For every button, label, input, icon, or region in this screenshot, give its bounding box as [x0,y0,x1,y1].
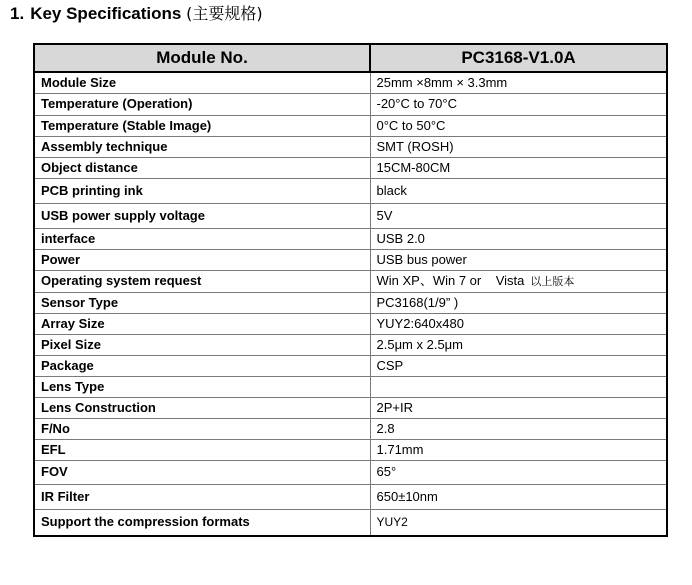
section-heading [10,4,263,24]
row-value: 0°C to 50°C [370,115,667,136]
table-row [34,270,667,292]
row-label: Pixel Size [34,334,370,355]
section-title-cn: (主要规格) [186,4,263,23]
row-value: black [370,178,667,203]
table-row [34,249,667,270]
table-row [34,93,667,115]
row-value: YUY2:640x480 [370,313,667,334]
row-label: Support the compression formats [34,509,370,536]
row-label: Sensor Type [34,292,370,313]
row-value: 5V [370,203,667,228]
row-value: CSP [370,355,667,376]
row-value [370,376,667,397]
row-label: F/No [34,418,370,439]
row-value: SMT (ROSH) [370,136,667,157]
row-value: 2P+IR [370,397,667,418]
row-label: FOV [34,460,370,484]
table-row [34,484,667,509]
table-row [34,418,667,439]
row-value: 2.5μm x 2.5μm [370,334,667,355]
row-value: PC3168(1/9” ) [370,292,667,313]
row-value: 25mm ×8mm × 3.3mm [370,72,667,93]
table-row [34,136,667,157]
row-label: interface [34,228,370,249]
os-request-suffix: 以上版本 [530,274,575,288]
table-row [34,460,667,484]
row-value: 15CM-80CM [370,157,667,178]
table-row [34,72,667,93]
row-label: Lens Type [34,376,370,397]
row-label: Lens Construction [34,397,370,418]
row-label: Module Size [34,72,370,93]
row-label: Assembly technique [34,136,370,157]
row-label: USB power supply voltage [34,203,370,228]
table-row [34,439,667,460]
row-value [370,270,667,292]
row-value: 2.8 [370,418,667,439]
row-value: 65° [370,460,667,484]
table-row [34,157,667,178]
row-value: -20°C to 70°C [370,93,667,115]
section-title: Key Specifications [30,4,182,23]
row-label: IR Filter [34,484,370,509]
row-label: Power [34,249,370,270]
row-label: Array Size [34,313,370,334]
table-row [34,334,667,355]
spec-table [33,43,668,537]
table-row [34,313,667,334]
row-label: Temperature (Operation) [34,93,370,115]
row-value: USB 2.0 [370,228,667,249]
os-request-value: Win XP、Win 7 or Vista [376,272,525,288]
row-label: Package [34,355,370,376]
table-row [34,178,667,203]
table-row [34,509,667,536]
row-label: Operating system request [34,270,370,292]
table-row [34,115,667,136]
table-row [34,397,667,418]
table-row [34,292,667,313]
row-label: PCB printing ink [34,178,370,203]
header-value-cell: PC3168-V1.0A [370,44,667,72]
row-label: Object distance [34,157,370,178]
table-header-row [34,44,667,72]
row-value: USB bus power [370,249,667,270]
table-row [34,355,667,376]
row-label: Temperature (Stable Image) [34,115,370,136]
row-value: YUY2 [370,509,667,536]
table-row [34,203,667,228]
row-label: EFL [34,439,370,460]
row-value: 1.71mm [370,439,667,460]
table-row [34,376,667,397]
row-value: 650±10nm [370,484,667,509]
section-number: 1. [10,4,25,23]
table-row [34,228,667,249]
header-label-cell: Module No. [34,44,370,72]
